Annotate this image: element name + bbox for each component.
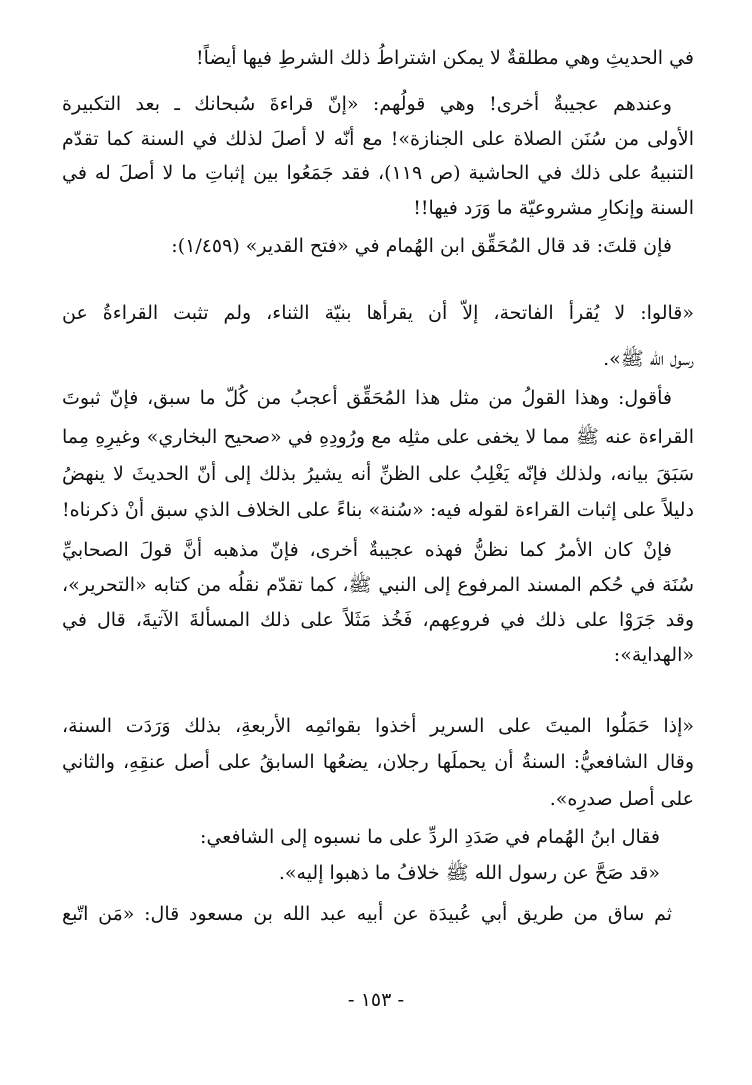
text-line: فإن قلتَ: قد قال المُحَقِّق ابن الهُمام في «فتح القدير» (١/٤٥٩): — [171, 235, 672, 257]
text-line: التنبيهُ على ذلك في الحاشية (ص ١١٩)، فقد جَمَعُوا بين إثباتِ ما لا أصلَ له في — [62, 162, 694, 184]
text-line: ثم ساق من طريق أبي عُبيدَة عن أبيه عبد الله بن مسعود قال: «مَن اتّبع — [62, 903, 672, 925]
text-line: فأقول: وهذا القولُ من مثل هذا المُحَقِّق أعجبُ من كُلّ ما سبق، فإنّ ثبوتَ — [62, 387, 672, 409]
text-line: في الحديثِ وهي مطلقةٌ لا يمكن اشتراطُ ذلك الشرطِ فيها أيضاً! — [196, 47, 694, 69]
text-line: رسول الله ﷺ». — [603, 348, 694, 370]
text-line: سُنَة في حُكم المسند المرفوع إلى النبي ﷺ، كما تقدّم نقلُه من كتابه «التحرير»، — [62, 574, 694, 596]
text-line: وعندهم عجيبةٌ أخرى! وهي قولُهم: «إنّ قراءةَ سُبحانك ـ بعد التكبيرة — [62, 93, 672, 115]
text-line: القراءة عنه ﷺ مما لا يخفى على مثلِه مع ورُودِهِ في «صحيح البخاري» وغيرِهِ مِما — [62, 426, 694, 448]
text-line: السنة وإنكارِ مشروعيّة ما وَرَد فيها!! — [413, 197, 694, 219]
text-line: وقال الشافعيُّ: السنةُ أن يحملَها رجلان، يضعُها السابقُ على أصل عنقِهِ، والثاني — [62, 751, 694, 773]
text-line: فإنْ كان الأمرُ كما نظنُّ فهذه عجيبةٌ أخرى، فإنّ مذهبه أنَّ قولَ الصحابيِّ — [62, 539, 672, 561]
text-line: على أصل صدرِه». — [549, 788, 694, 810]
text-line: «قد صَحَّ عن رسول الله ﷺ خلافُ ما ذهبوا إليه». — [278, 862, 660, 884]
text-line: الأولى من سُنَن الصلاة على الجنازة»! مع أنّه لا أصلَ لذلك في السنة كما تقدّم — [62, 128, 694, 150]
text-line: «قالوا: لا يُقرأ الفاتحة، إلاّ أن يقرأها بنيّة الثناء، ولم تثبت القراءةُ عن — [62, 302, 694, 324]
text-line: وقد جَرَوْا على ذلك في فروعِهم، فَخُذ مَثَلاً على ذلك المسألةَ الآتيةَ، قال في — [62, 609, 694, 631]
text-line: «الهداية»: — [613, 644, 694, 666]
text-line: سَبَقَ بيانه، ولذلك فإنّه يَغْلِبُ على الظنِّ أنه يشيرُ بذلك إلى أنّ الحديثَ لا ينهضُ — [62, 463, 694, 485]
text-line: دليلاً على إثبات القراءة لقوله فيه: «سُنة» بناءً على الخلاف الذي سبق أنْ ذكرناه! — [62, 499, 694, 521]
page-number: - ١٥٣ - — [347, 989, 405, 1011]
text-line: «إذا حَمَلُوا الميتَ على السرير أخذوا بقوائمِه الأربعةِ، بذلك وَرَدَت السنة، — [62, 715, 694, 737]
text-line: فقال ابنُ الهُمام في صَدَدِ الردِّ على ما نسبوه إلى الشافعي: — [200, 826, 660, 848]
